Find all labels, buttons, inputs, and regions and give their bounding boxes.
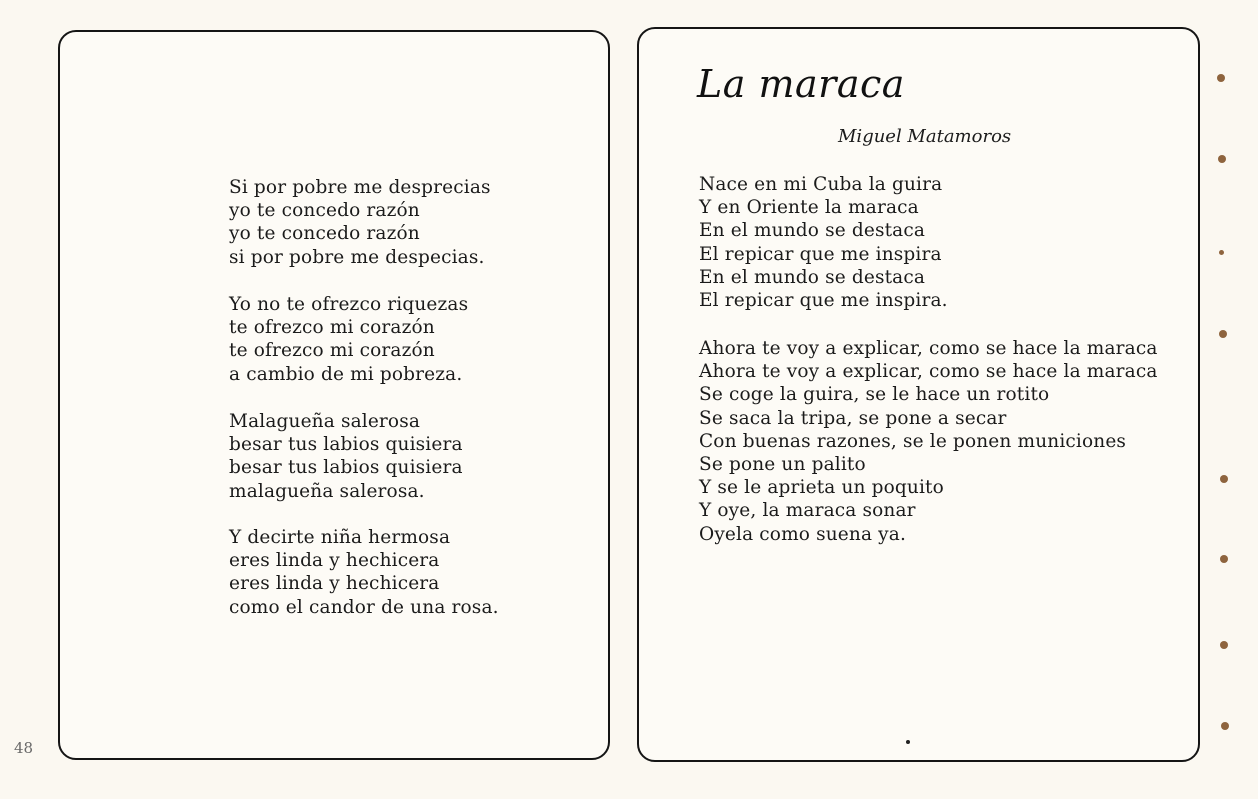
verse-line: a cambio de mi pobreza.	[229, 363, 463, 385]
binder-hole-mark	[1220, 641, 1228, 649]
verse-line: Y en Oriente la maraca	[699, 197, 919, 219]
left-stanza-2	[229, 293, 468, 386]
verse-line: Ahora te voy a explicar, como se hace la maraca	[699, 338, 1158, 359]
verse-line: Y se le aprieta un poquito	[699, 477, 944, 499]
verse-line: malagueña salerosa.	[229, 480, 425, 502]
poem-title: La maraca	[697, 62, 905, 106]
binder-hole-mark	[1220, 475, 1228, 483]
verse-line: eres linda y hechicera	[229, 573, 440, 595]
left-stanza-4	[229, 526, 499, 619]
verse-line: Ahora te voy a explicar, como se hace la maraca	[699, 361, 1158, 383]
verse-line: Con buenas razones, se le ponen municiones	[699, 430, 1127, 452]
left-page-frame	[58, 30, 610, 760]
verse-line: El repicar que me inspira.	[699, 290, 948, 312]
right-stanza-2	[699, 337, 1158, 546]
binder-hole-mark	[1218, 155, 1226, 163]
verse-line: Yo no te ofrezco riquezas	[229, 294, 469, 315]
left-stanza-3	[229, 410, 463, 503]
verse-line: te ofrezco mi corazón	[229, 317, 435, 339]
binder-hole-mark	[1219, 250, 1224, 255]
verse-line: eres linda y hechicera	[229, 550, 440, 572]
verse-line: Se pone un palito	[699, 454, 866, 476]
right-stanza-1	[699, 173, 948, 312]
verse-line: besar tus labios quisiera	[229, 434, 463, 456]
left-stanza-1	[229, 176, 491, 269]
verse-line: Y decirte niña hermosa	[229, 527, 451, 548]
binder-hole-mark	[1217, 74, 1225, 82]
verse-line: Malagueña salerosa	[229, 411, 421, 432]
verse-line: si por pobre me despecias.	[229, 246, 485, 268]
verse-line: yo te concedo razón	[229, 200, 420, 222]
verse-line: yo te concedo razón	[229, 223, 420, 245]
verse-line: Y oye, la maraca sonar	[699, 500, 916, 522]
verse-line: Se coge la guira, se le hace un rotito	[699, 384, 1050, 406]
verse-line: te ofrezco mi corazón	[229, 340, 435, 362]
verse-line: Nace en mi Cuba la guira	[699, 174, 943, 195]
binder-hole-mark	[1220, 555, 1228, 563]
page-number: 48	[14, 739, 34, 757]
ink-speck	[906, 740, 910, 744]
verse-line: Si por pobre me desprecias	[229, 177, 491, 198]
verse-line: El repicar que me inspira	[699, 243, 942, 265]
verse-line: En el mundo se destaca	[699, 266, 926, 288]
verse-line: como el candor de una rosa.	[229, 596, 499, 618]
poem-author: Miguel Matamoros	[838, 126, 1012, 147]
verse-line: Oyela como suena ya.	[699, 523, 906, 545]
binder-hole-mark	[1221, 722, 1229, 730]
binder-hole-mark	[1219, 330, 1227, 338]
verse-line: Se saca la tripa, se pone a secar	[699, 407, 1007, 429]
verse-line: En el mundo se destaca	[699, 220, 926, 242]
verse-line: besar tus labios quisiera	[229, 457, 463, 479]
